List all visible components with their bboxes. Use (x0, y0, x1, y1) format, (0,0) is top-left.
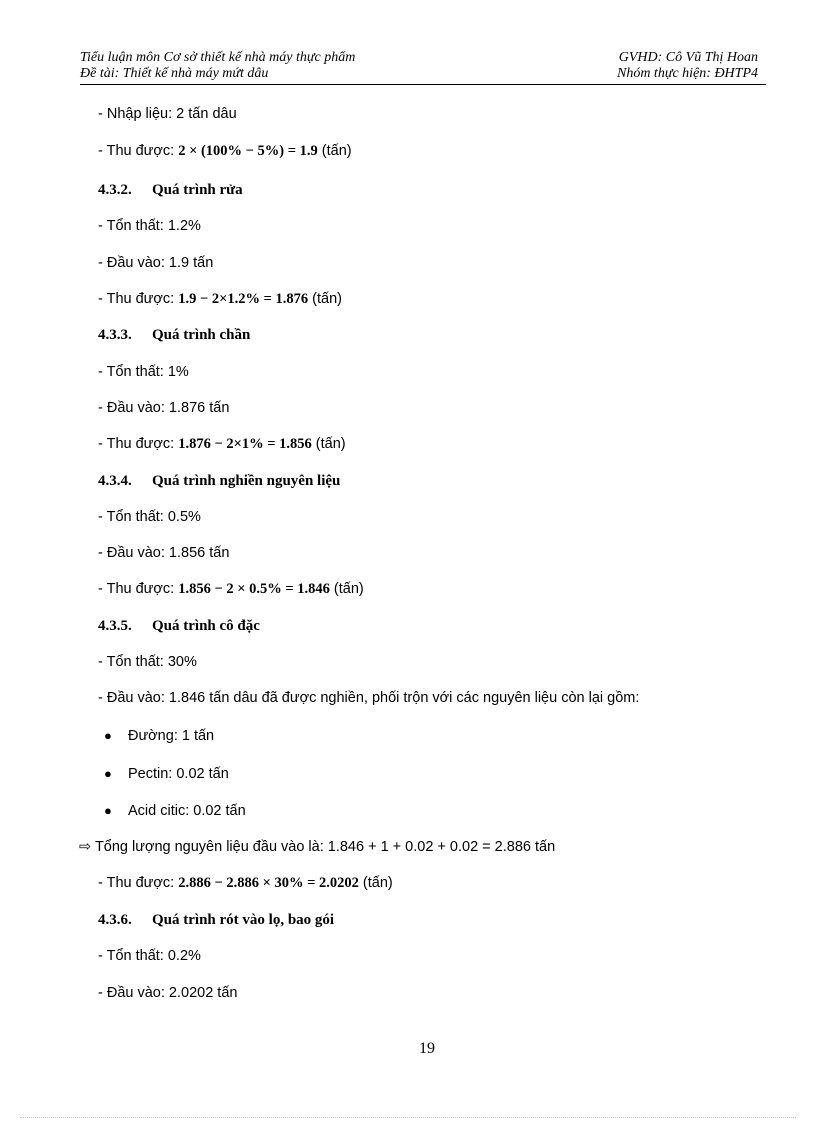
formula: 1.856 − 2 × 0.5% = 1.846 (178, 581, 330, 597)
formula: 2 × (100% − 5%) = 1.9 (178, 143, 318, 159)
list-item: ● Đường: 1 tấn (104, 728, 215, 744)
header-topic: Đề tài: Thiết kế nhà máy mứt dâu (80, 66, 269, 81)
formula: 1.876 − 2×1% = 1.856 (178, 436, 312, 452)
loss-line: - Tổn thất: 1% (98, 364, 189, 380)
header-course-title: Tiểu luận môn Cơ sở thiết kế nhà máy thực phẩm (80, 50, 356, 65)
output-line: - Thu được: 2 × (100% − 5%) = 1.9 (tấn) (98, 143, 352, 159)
input-line: - Đầu vào: 1.876 tấn (98, 400, 230, 416)
section-heading-4-3-2: 4.3.2. Quá trình rửa (98, 182, 243, 198)
list-item: ● Acid citic: 0.02 tấn (104, 803, 246, 819)
arrow-right-icon: ⇨ (79, 839, 92, 855)
header-rule (80, 84, 766, 85)
header-instructor: GVHD: Cô Vũ Thị Hoan (618, 50, 758, 65)
section-heading-4-3-4: 4.3.4. Quá trình nghiền nguyên liệu (98, 473, 341, 489)
loss-line: - Tổn thất: 1.2% (98, 218, 201, 234)
bullet-icon: ● (104, 766, 112, 781)
loss-line: - Tổn thất: 0.5% (98, 509, 201, 525)
section-heading-4-3-3: 4.3.3. Quá trình chần (98, 327, 251, 343)
input-line: - Đầu vào: 1.9 tấn (98, 255, 214, 271)
formula: 1.9 − 2×1.2% = 1.876 (178, 291, 309, 307)
loss-line: - Tổn thất: 30% (98, 654, 197, 670)
output-line: - Thu được: 1.856 − 2 × 0.5% = 1.846 (tấn) (98, 581, 364, 597)
output-line: - Thu được: 1.9 − 2×1.2% = 1.876 (tấn) (98, 291, 342, 307)
section-heading-4-3-5: 4.3.5. Quá trình cô đặc (98, 618, 260, 634)
page-header (80, 50, 758, 82)
loss-line: - Tổn thất: 0.2% (98, 948, 201, 964)
section-heading-4-3-6: 4.3.6. Quá trình rót vào lọ, bao gói (98, 912, 335, 928)
page-bottom-border (20, 1117, 796, 1118)
header-group: Nhóm thực hiện: ĐHTP4 (616, 66, 758, 81)
formula: 2.886 − 2.886 × 30% = 2.0202 (178, 875, 359, 891)
list-item: ● Pectin: 0.02 tấn (104, 766, 229, 782)
input-line: - Đầu vào: 2.0202 tấn (98, 985, 238, 1001)
input-line: - Đầu vào: 1.856 tấn (98, 545, 230, 561)
bullet-icon: ● (104, 803, 112, 818)
input-line: - Nhập liệu: 2 tấn dâu (98, 106, 237, 122)
input-line: - Đầu vào: 1.846 tấn dâu đã được nghiền, phối trộn với các nguyên liệu còn lại gồm: (98, 690, 640, 706)
bullet-icon: ● (104, 728, 112, 743)
output-line: - Thu được: 1.876 − 2×1% = 1.856 (tấn) (98, 436, 346, 452)
total-line: ⇨ Tổng lượng nguyên liệu đầu vào là: 1.846 + 1 + 0.02 + 0.02 = 2.886 tấn (79, 839, 556, 855)
output-line: - Thu được: 2.886 − 2.886 × 30% = 2.0202 (tấn) (98, 875, 393, 891)
page-number: 19 (419, 1040, 435, 1057)
